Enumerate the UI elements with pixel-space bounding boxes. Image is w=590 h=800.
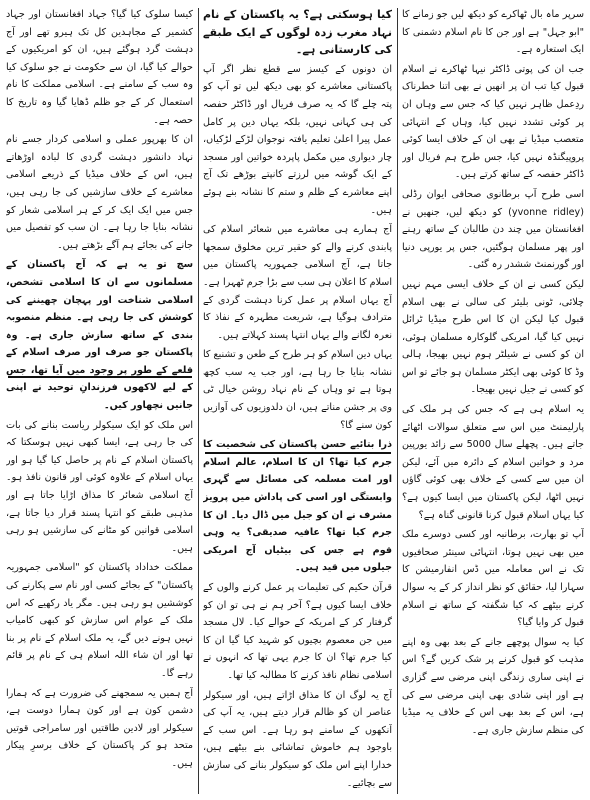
text-column-right [402,6,584,796]
section-separator [8,376,192,378]
paragraph: آج ہمارے ہی معاشرے میں شعائر اسلام کی پابندی کرنے والے کو حقیر ترین مخلوق سمجھا جاتا ہے، آج اسلامی جمہوریہ پاکستان میں اسلام کا اعلان ہی سب سے بڑا جرم ٹھہرا ہے۔ آج یہاں اسلام پر عمل کرنا دہشت گردی کے مترادف ہوگیا ہے، شریعت مطہرہ کے نفاذ کا نعرہ لگانے والے یہاں انتہا پسند کہلاتے ہیں۔ [203,224,392,341]
text-column-left [6,6,193,796]
column-divider [198,8,199,794]
paragraph: کیسا سلوک کیا گیا؟ جہاد افغانستان اور جہاد کشمیر کے مجاہدین کل تک ہیرو تھے اور آج دہشت گرد ہوگئے ہیں، ان کو امریکیوں کے حوالے کیا گیا، ان سے حکومت نے جو سلوک کیا وہ سب کے سامنے ہے۔ اسلامی مملکت کا نام استعمال کر کے جو ظلم ڈھایا گیا وہ تاریخ کا حصہ ہے۔ [6,9,193,126]
paragraph: یہاں دین اسلام کو ہر طرح کے طعن و تشنیع کا نشانہ بنایا جا رہا ہے، اور جب یہ سب کچھ ہوتا ہے تو وہاں کے نام نہاد روشن خیال ٹی وی پر جشن مناتے ہیں، ان دلدوزیوں کی آوازیں کون سنے گا؟ [203,349,392,431]
paragraph: یہ اسلام ہی ہے کہ جس کی ہر ملک کی پارلیمنٹ میں اس سے متعلق سوالات اٹھائے جاتے ہیں۔ پچھلے سال 5000 سے زائد یورپین مرد و خواتین اسلام کے دائرہ میں آئے، لیکن ان میں سے کسی کے خلاف بھی کوئی گاؤں نہیں اٹھا، لیکن پاکستان میں ایسا کیوں ہے؟ کیا یہاں اسلام قبول کرنا قانونی گناہ ہے؟ [402,404,584,521]
paragraph: آج ہمیں یہ سمجھنے کی ضرورت ہے کہ ہمارا دشمن کون ہے اور کون ہمارا دوست ہے، سیکولر اور لادین طاقتیں اور سامراجی قوتیں متحد ہو کر پاکستان کے خلاف برسرِ پیکار ہیں۔ [6,687,193,769]
section-heading: کیا ہوسکتی ہے؟ یہ پاکستان کے نام نہاد مغرب زدہ لوگوں کے ایک طبقے کی کارستانی ہے۔ [203,8,392,57]
paragraph: آپ تو بھارت، برطانیہ اور کسی دوسرے ملک میں بھی نہیں ہوتا، انتہائی سینئر صحافیوں تک نے اس معاملہ میں ڈس انفارمیشن کا سہارا لیا، حقائق کو نظر انداز کر کے یہ سوال کرنے بیٹھے کہ کیا شگفتہ کے ساتھ نے اسلام قبول کر وایا گیا؟ [402,529,584,629]
paragraph: لیکن کسی نے ان کے خلاف ایسی مہم نہیں چلائی، ٹونی بلیئر کی سالی نے بھی اسلام قبول کیا لیکن ان کا اس طرح میڈیا ٹرائل نہیں کیا گیا، امریکی گلوکارہ مسلمان ہوئی، ان کو کسی نے شیلٹر ہوم نہیں بھیجا، ہالی وڈ کا کوئی بھی ایکٹر مسلمان ہو جائے تو اس کو کسی نے جیل نہیں بھیجا۔ [402,278,584,396]
paragraph: ان دونوں کے کیسز سے قطع نظر اگر آپ پاکستانی معاشرے کو بھی دیکھ لیں تو آپ کو پتہ چلے گا کہ یہ صرف فریال اور ڈاکٹر حفصہ کی ہی کہانی نہیں، بلکہ یہاں دین پر کامل عمل پیرا اعلیٰ تعلیم یافتہ نوجوان لڑکے لڑکیاں، چار دیواری میں مکمل پاپردہ خواتین اور مسجد کے ایک گوشہ میں لرزتے کانپتے بوڑھے تک آج اپنے معاشرے کے ظلم و ستم کا نشانہ بنے ہوئے ہیں۔ [203,63,392,216]
text-column-middle [203,6,392,796]
column-divider [397,8,398,794]
bold-paragraph: ذرا بتائیے حسن پاکستان کی شخصیت کا جرم کیا تھا؟ ان کا اسلام، عالم اسلام اور امت مسلمہ کی مسائل سے گہری وابستگی اور اسی کی پاداش میں پرویز مشرف نے ان کو جیل میں ڈال دیا۔ ان کا جرم کیا تھا؟ عافیہ صدیقی؟ یہ وہی قوم ہے جس کی بیٹیاں آج امریکی جیلوں میں قید ہیں۔ [203,439,392,574]
bold-paragraph: سچ تو یہ ہے کہ آج پاکستان کے مسلمانوں سے ان کا اسلامی تشخص، اسلامی شناخت اور پہچان چھیننے کی کوشش کی جا رہی ہے۔ منظم منصوبہ بندی کے ساتھ سازش جاری ہے۔ وہ پاکستان جو صرف اور صرف اسلام کے قلعے کے طور پر وجود میں آیا تھا، جس کے لیے لاکھوں فرزندانِ توحید نے اپنی جانیں نچھاور کیں۔ [6,259,193,412]
paragraph: کیا یہ سوال پوچھے جانے کے بعد بھی وہ اپنے مذہب کو قبول کرنے پر شک کریں گے؟ اس نے اپنی ساری زندگی اپنی مرضی سے گزاری ہے اور اپنی شادی بھی اپنی مرضی سے کی ہے، اس کے بعد بھی اس کے خلاف یہ میڈیا کی منظم سازش جاری ہے۔ [402,636,584,736]
paragraph: ان کا بھرپور عملی و اسلامی کردار جسے نام نہاد دانشور دہشت گردی کا لبادہ اوڑھاتے ہیں، اس کے خلاف میڈیا کے ذریعے اسلامی معاشرے کے خلاف سازشیں کی جا رہی ہیں، جس میں ایک ایک کر کے ہر اسلامی شعار کو نشانہ بنایا جا رہا ہے۔ ان سب کو تفصیل میں جانے کی بجائے ہم آگے بڑھتے ہیں۔ [6,134,193,251]
paragraph: سرپر ماہ بال ٹھاکرے کو دیکھ لیں جو زمانے کا "ابو جہل" ہے اور جن کا نام اسلام دشمنی کا ایک استعارہ ہے۔ [402,9,584,56]
section-separator [205,452,391,454]
paragraph: اس ملک کو ایک سیکولر ریاست بنانے کی بات کی جا رہی ہے، ایسا کبھی نہیں ہوسکتا کہ پاکستان اسلام کے نام پر حاصل کیا گیا ہو اور یہاں اسلام کے علاوہ کوئی اور قانون نافذ ہو۔ آج اسلامی شعائر کا مذاق اڑایا جاتا ہے اور مذہبی طبقے کو انتہا پسند قرار دیا جاتا ہے، اسلامی قوانین کو مٹانے کی سازشیں ہو رہی ہیں۔ [6,419,193,554]
paragraph: مملکت خداداد پاکستان کو "اسلامی جمہوریہ پاکستان" کے بجائے کسی اور نام سے پکارنے کی کوششیں ہو رہی ہیں۔ مگر یاد رکھیے کہ اس ملک کے عوام اس سازش کو کبھی کامیاب نہیں ہونے دیں گے، یہ ملک اسلام کے نام پر بنا تھا اور ان شاء اللہ اسلام ہی کے نام پر قائم رہے گا۔ [6,562,193,679]
paragraph: آج یہ لوگ ان کا مذاق اڑاتے ہیں، اور سیکولر عناصر ان کو ظالم قرار دیتے ہیں، یہ آپ کی آنکھوں کے سامنے ہو رہا ہے۔ اس سب کے باوجود ہم خاموش تماشائی بنے بیٹھے ہیں، خدارا اپنے اس ملک کو سیکولر بنانے کی سازش سے بچائیے۔ [203,689,392,789]
paragraph: جب ان کی پوتی ڈاکٹر نیہا ٹھاکرے نے اسلام قبول کیا تب ان پر انھیں نے بھی اتنا خطرناک ردِعمل ظاہر نہیں کیا کہ جس سے وہاں ان پر کوئی تشدد نہیں کیا، وہاں کے انتہائی متعصب میڈیا نے بھی ان کے خلاف ایسا کوئی پروپیگنڈہ نہیں کیا، جس طرح ہم فریال اور ڈاکٹر حفصہ کے ساتھ کرتے ہیں۔ [402,63,584,181]
paragraph: قرآن حکیم کی تعلیمات پر عمل کرنے والوں کے خلاف ایسا کیوں ہے؟ آخر ہم نے ہی تو ان کو گرفتار کر کے امریکہ کے حوالے کیا۔ لال مسجد میں جن معصوم بچیوں کو شہید کیا گیا ان کا کیا جرم تھا؟ ان کا جرم یہی تھا کہ انہوں نے اسلامی نظام نافذ کرنے کا مطالبہ کیا تھا۔ [203,582,392,681]
paragraph: اسی طرح آپ برطانوی صحافی ایوان رڈلی (yvonne ridley) کو دیکھ لیں، جنھیں نے افغانستان میں چند دن طالبان کے ساتھ رہنے اور پھر مسلمان ہوگئیں، جس پر یورپی دنیا اور گورنمنٹ ششدر رہ گئی۔ [402,188,584,271]
